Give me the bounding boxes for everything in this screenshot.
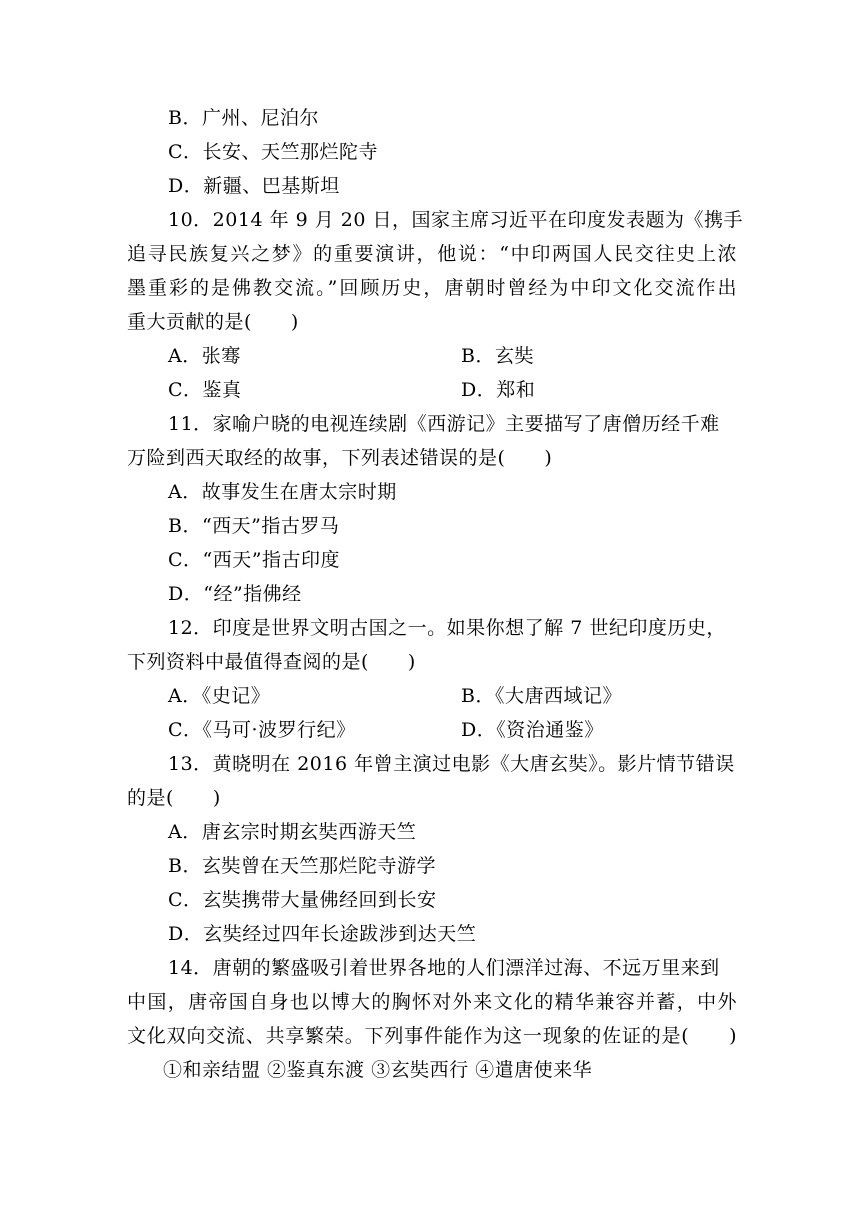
q11-option-c: C．“西天”指古印度 xyxy=(168,549,340,571)
q11-option-b: B．“西天”指古罗马 xyxy=(168,515,340,537)
q12-option-d: D．《资治通鉴》 xyxy=(461,719,604,741)
q13-option-a: A．唐玄宗时期玄奘西游天竺 xyxy=(168,821,417,843)
q12-stem-line-2: 下列资料中最值得查阅的是( ) xyxy=(127,651,416,673)
q11-stem-line-2: 万险到西天取经的故事，下列表述错误的是( ) xyxy=(127,447,553,469)
q13-option-b: B．玄奘曾在天竺那烂陀寺游学 xyxy=(168,855,436,877)
q14-stem-line-1: 14．唐朝的繁盛吸引着世界各地的人们漂洋过海、不远万里来到 xyxy=(168,957,720,979)
q10-option-d: D．郑和 xyxy=(461,379,536,401)
q10-option-a: A．张骞 xyxy=(168,345,241,367)
q10-stem-line-4: 重大贡献的是( ) xyxy=(127,311,299,333)
q9-option-d: D．新疆、巴基斯坦 xyxy=(168,175,340,197)
q14-stem-line-3: 文化双向交流、共享繁荣。下列事件能作为这一现象的佐证的是( ) xyxy=(127,1025,737,1047)
q10-stem-line-3: 墨重彩的是佛教交流。”回顾历史，唐朝时曾经为中印文化交流作出 xyxy=(127,277,737,299)
q12-option-c: C．《马可·波罗行纪》 xyxy=(168,719,356,741)
q10-stem-line-2: 追寻民族复兴之梦》的重要演讲，他说：“中印两国人民交往史上浓 xyxy=(127,243,737,265)
q13-option-c: C．玄奘携带大量佛经回到长安 xyxy=(168,889,437,911)
q13-option-d: D．玄奘经过四年长途跋涉到达天竺 xyxy=(168,923,477,945)
q11-option-a: A．故事发生在唐太宗时期 xyxy=(168,481,397,503)
q12-option-a: A．《史记》 xyxy=(168,685,271,707)
q14-stem-line-2: 中国，唐帝国自身也以博大的胸怀对外来文化的精华兼容并蓄，中外 xyxy=(127,991,737,1013)
q9-option-b: B．广州、尼泊尔 xyxy=(168,107,319,129)
q9-option-c: C．长安、天竺那烂陀寺 xyxy=(168,141,379,163)
q11-option-d: D．“经”指佛经 xyxy=(168,583,302,605)
q13-stem-line-2: 的是( ) xyxy=(127,787,221,809)
q10-stem-line-1: 10．2014 年 9 月 20 日，国家主席习近平在印度发表题为《携手 xyxy=(168,209,743,231)
q12-option-b: B．《大唐西域记》 xyxy=(461,685,622,707)
q12-stem-line-1: 12．印度是世界文明古国之一。如果你想了解 7 世纪印度历史， xyxy=(168,617,726,639)
q14-items: ①和亲结盟 ②鉴真东渡 ③玄奘西行 ④遣唐使来华 xyxy=(163,1059,593,1081)
q13-stem-line-1: 13．黄晓明在 2016 年曾主演过电影《大唐玄奘》。影片情节错误 xyxy=(168,753,735,775)
q10-option-c: C．鉴真 xyxy=(168,379,242,401)
q10-option-b: B．玄奘 xyxy=(461,345,534,367)
q11-stem-line-1: 11．家喻户晓的电视连续剧《西游记》主要描写了唐僧历经千难 xyxy=(168,413,720,435)
